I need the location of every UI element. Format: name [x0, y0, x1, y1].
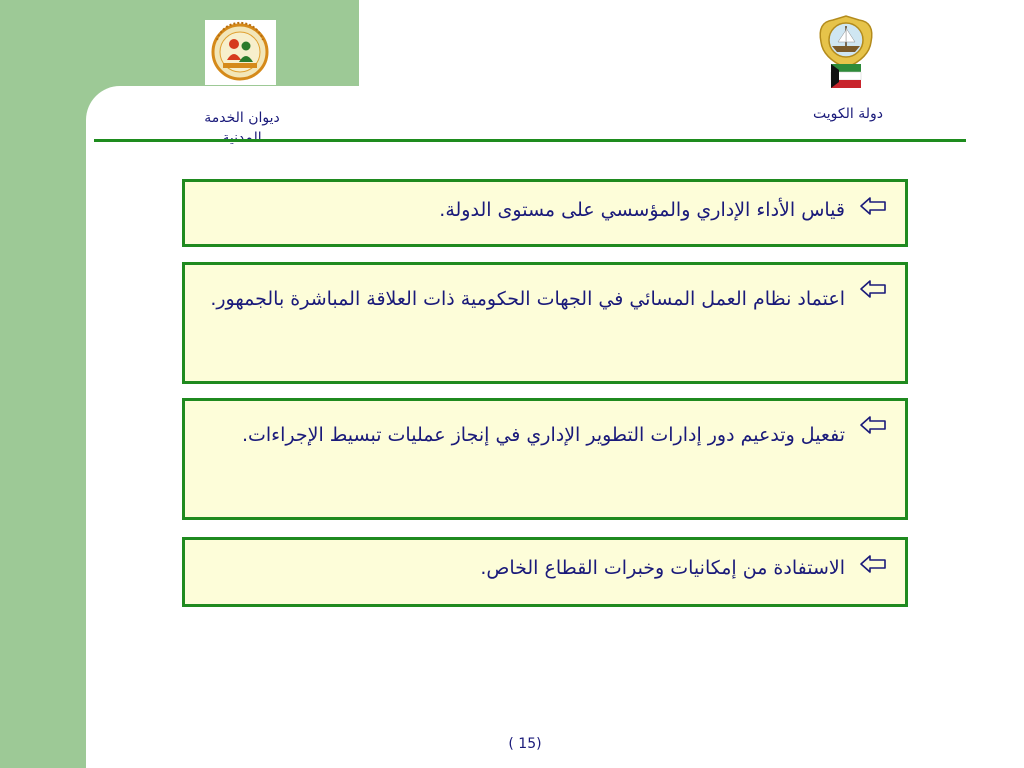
header-divider	[94, 139, 966, 142]
page-number: ( 15)	[508, 736, 542, 752]
civil-service-logo	[205, 20, 276, 85]
kuwait-emblem	[815, 12, 877, 92]
list-item-text: اعتماد نظام العمل المسائي في الجهات الحكومية ذات العلاقة المباشرة بالجمهور.	[210, 288, 845, 310]
arrow-left-icon	[859, 415, 887, 435]
list-item-text: تفعيل وتدعيم دور إدارات التطوير الإداري في إنجاز عمليات تبسيط الإجراءات.	[241, 424, 845, 446]
list-item-text: الاستفادة من إمكانيات وخبرات القطاع الخاص.	[480, 557, 845, 579]
org-name-kuwait: دولة الكويت	[813, 106, 883, 122]
arrow-left-icon	[859, 554, 887, 574]
list-item-text: قياس الأداء الإداري والمؤسسي على مستوى الدولة.	[439, 199, 845, 221]
list-item	[182, 537, 908, 607]
list-item	[182, 262, 908, 384]
org-name-civil-service: ديوان الخدمة المدنية	[204, 110, 280, 146]
arrow-left-icon	[859, 279, 887, 299]
list-item	[182, 179, 908, 247]
list-item	[182, 398, 908, 520]
arrow-left-icon	[859, 196, 887, 216]
